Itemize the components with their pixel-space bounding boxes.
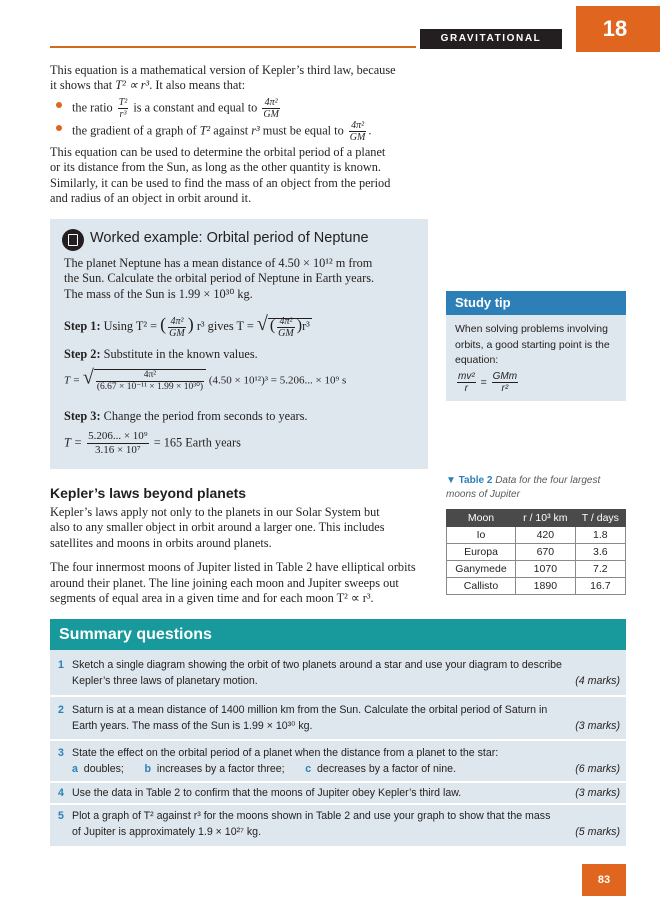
step2-t: T = [64,374,81,387]
step3-equation [64,430,424,457]
worked-example-title: Worked example: Orbital period of Neptune [90,230,369,246]
question-text: State the effect on the orbital period of a planet when the distance from a planet to the star: [72,747,499,759]
calculator-icon [62,229,84,251]
cell-t: 7.2 [575,561,625,578]
step1-fraction-root [277,316,295,339]
bullet1-text-b: is a constant and equal to [133,100,258,115]
part-c-text: decreases by a factor of nine. [317,763,457,775]
bullet2-t2: T² [199,123,211,138]
intro-line2-a: it shows that [50,78,116,93]
intro-para2 [50,145,430,207]
question-marks: (4 marks) [575,675,620,687]
part-c-label: c [305,763,312,775]
question-text: Earth years. The mass of the Sun is 1.99 × 10³⁰ kg. [72,720,313,732]
step3-fraction [87,430,149,457]
question-number: 3 [58,747,64,759]
tip-line: orbits, a good starting point is the [455,338,610,351]
cell-t: 16.7 [575,578,625,595]
table-row [447,527,626,544]
tip-equation [455,371,620,394]
cell-r: 420 [515,527,575,544]
question-text: Kepler’s three laws of planetary motion. [72,675,258,687]
part-b-label: b [144,763,151,775]
bullet2-r3: r³ [251,123,260,138]
table2-caption-text: Data for the four largest moons of Jupiter [446,475,601,500]
step1-text-b: r³ gives T = [196,319,254,333]
fraction-4pi2-gm [262,97,280,120]
col-header-t: T / days [575,510,625,527]
tip-frac-right [492,371,518,394]
frac-den: (6.67 × 10⁻¹¹ × 1.99 × 10³⁰) [96,382,204,392]
question-marks: (3 marks) [575,787,620,799]
part-a-text: doubles; [83,763,124,775]
problem-line: The mass of the Sun is 1.99 × 10³⁰ kg. [64,286,253,301]
worked-example-problem [64,256,424,302]
frac-den: GM [349,131,366,143]
question-marks: (6 marks) [575,763,620,775]
bullet2-text-c: must be equal to [259,123,344,138]
problem-line: The planet Neptune has a mean distance of 4.50 × 10¹² m from [64,256,373,270]
frac-num: 4π² [168,316,186,328]
kepler-section-title: Kepler’s laws beyond planets [50,485,247,501]
intro-line2-b: . It also means that: [149,78,246,93]
cell-r: 670 [515,544,575,561]
table-row [447,578,626,595]
question-text: Saturn is at a mean distance of 1400 million km from the Sun. Calculate the orbital period of Saturn in [72,704,548,716]
step2-fraction [96,370,204,393]
table2-label: ▼ Table 2 [446,475,493,486]
bullet-gradient [50,120,430,143]
bullet-ratio [50,97,430,120]
cell-moon: Ganymede [447,561,516,578]
table-header-row [447,510,626,527]
step2-equation: T = √ $\frac{\text{4π²}}{\text{(6.67 × 10⁻¹¹ × 1.99 × 10³⁰)}}$ (4.50 × 10¹²)³ = 5.206... × 10⁹ s [64,366,347,392]
step1-text-a: Using T² = [103,319,158,333]
cell-moon: Callisto [447,578,516,595]
step3-label: Step 3: [64,409,101,423]
step1: Step 1: Using T² = ( $\frac{\text{4π²}}{GM}$ ) r³ gives T = √ ( $\frac{\text{4π²}}{GM}$ )r³ [64,313,310,339]
question-marks: (3 marks) [575,720,620,732]
cell-t: 1.8 [575,527,625,544]
section-tag: GRAVITATIONAL FIELDS [420,29,562,49]
step3-text: Change the period from seconds to years. [103,409,308,423]
fraction-4pi2-gm-2 [349,120,367,143]
bullet2-text-b: against [210,123,252,138]
question-text: Sketch a single diagram showing the orbit of two planets around a star and use your diagram to describe [72,659,562,671]
summary-questions-panel [50,619,626,846]
frac-den: r² [501,382,509,394]
bullet2-period: . [368,123,372,138]
bullet-dot [56,125,62,131]
frac-num: T² [118,96,128,108]
frac-num: GMm [492,370,518,382]
fraction-t2-r3 [118,97,129,120]
kepler-line: segments of equal area in a given time and for each moon T² ∝ r³. [50,591,374,606]
kepler-line: Kepler’s laws apply not only to the planets in our Solar System but [50,505,380,519]
step2-text: Substitute in the known values. [103,347,258,361]
step2-result: (4.50 × 10¹²)³ = 5.206... × 10⁹ s [208,374,347,387]
question-2 [58,702,620,734]
chapter-number: 18 [576,6,660,52]
cell-r: 1890 [515,578,575,595]
frac-num: 4π² [349,120,367,132]
step3-result: = 165 Earth years [153,435,241,450]
question-divider [50,803,626,805]
header-rule [50,46,416,48]
question-number: 2 [58,704,64,716]
question-4 [58,785,620,801]
question-number: 4 [58,787,64,799]
intro-para2-line: and radius of an object in orbit around it. [50,191,252,206]
tip-line: equation: [455,354,499,366]
kepler-line: also to any smaller object in orbit around a larger one. This includes [50,520,385,535]
kepler-section-body [50,505,435,606]
frac-num: 4π² [277,316,295,328]
frac-num: 4π² [96,370,204,382]
question-3-parts [58,761,620,777]
tip-equals: = [480,375,487,388]
question-divider [50,739,626,741]
frac-num: 4π² [262,97,280,109]
summary-questions-heading: Summary questions [50,619,626,650]
intro-block [50,63,430,206]
question-3 [58,745,620,777]
frac-num: mv² [458,370,475,382]
frac-den: 3.16 × 10⁷ [94,444,141,456]
study-tip-text [455,322,620,394]
part-b-text: increases by a factor three; [156,763,285,775]
frac-den: GM [278,327,294,339]
intro-line2 [50,78,430,93]
intro-para2-line: or its distance from the Sun, as long as the other quantity is known. [50,160,381,175]
study-tip-panel [446,291,626,401]
question-text: Plot a graph of T² against r³ for the moons shown in Table 2 and use your graph to show that the mass [72,810,551,822]
worked-example-panel [50,219,428,469]
kepler-line: The four innermost moons of Jupiter listed in Table 2 have elliptical orbits [50,560,416,575]
intro-line1: This equation is a mathematical version of Kepler’s third law, because [50,63,396,77]
step2 [64,347,424,362]
question-divider [50,781,626,783]
problem-line: the Sun. Calculate the orbital period of Neptune in Earth years. [64,271,375,286]
step2-label: Step 2: [64,347,101,361]
question-text: of Jupiter is approximately 1.9 × 10²⁷ kg. [72,826,262,838]
kepler-line: around their planet. The line joining each moon and Jupiter sweeps out [50,575,399,590]
kepler-line: satellites and moons in orbits around planets. [50,535,272,550]
frac-den: r [464,382,468,394]
question-number: 1 [58,659,64,671]
frac-num: 5.206... × 10⁹ [88,430,148,442]
table-row [447,544,626,561]
frac-den: GM [169,327,185,339]
proportional-expr: T² ∝ r³ [115,78,150,93]
cell-r: 1070 [515,561,575,578]
question-number: 5 [58,810,64,822]
cell-moon: Io [447,527,516,544]
bullet1-text-a: the ratio [72,100,113,115]
question-text: Use the data in Table 2 to confirm that the moons of Jupiter obey Kepler’s third law. [72,787,462,799]
col-header-r: r / 10³ km [515,510,575,527]
cell-moon: Europa [447,544,516,561]
moons-table [446,509,626,595]
tip-line: When solving problems involving [455,323,608,335]
frac-den: GM [263,108,279,120]
step1-fraction [168,316,186,339]
intro-para2-line: This equation can be used to determine the orbital period of a planet [50,144,386,159]
intro-para2-line: Similarly, it can be used to find the mass of an object from the period [50,175,391,190]
frac-den: r³ [119,108,127,120]
bullet-dot [56,102,62,108]
page-number: 83 [582,864,626,896]
tip-frac-left [457,371,476,394]
question-divider [50,695,626,697]
part-a-label: a [72,763,78,775]
question-5 [58,808,620,840]
question-1 [58,657,620,689]
step1-text-c: r³ [302,319,310,333]
step3-t: T = [64,435,82,450]
table-row [447,561,626,578]
question-marks: (5 marks) [575,826,620,838]
table2-caption [446,474,626,502]
col-header-moon: Moon [447,510,516,527]
step3 [64,409,424,424]
study-tip-heading: Study tip [446,291,626,315]
cell-t: 3.6 [575,544,625,561]
bullet2-text-a: the gradient of a graph of [72,123,200,138]
step1-label: Step 1: [64,319,101,333]
